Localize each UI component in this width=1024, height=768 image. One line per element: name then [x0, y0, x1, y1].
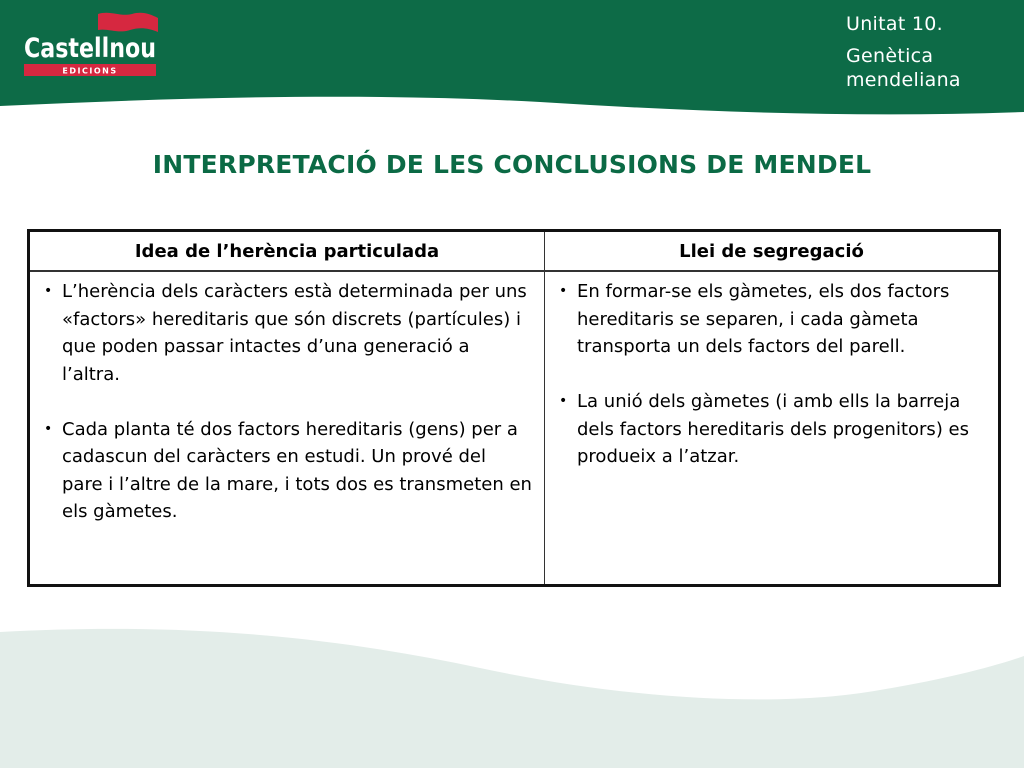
castellnou-logo [18, 10, 163, 80]
list-item [557, 278, 986, 361]
logo-brand-text: Castellnou [24, 33, 156, 64]
list-item-text: En formar-se els gàmetes, els dos factors hereditaris se separen, i cada gàmeta transporta un dels factors del parell. [577, 281, 950, 357]
column-header-segregation-law: Llei de segregació [545, 231, 1000, 272]
table-header-row [29, 231, 1000, 272]
column-header-particulate-inheritance: Idea de l’herència particulada [29, 231, 545, 272]
table-row [29, 271, 1000, 586]
list-item-text: L’herència dels caràcters està determinada per uns «factors» hereditaris que són discrets (partícules) i que poden passar intactes d’una generació a l’altra. [62, 281, 527, 385]
conclusions-table [27, 229, 1001, 587]
header-unit-info [846, 12, 1006, 92]
particulate-inheritance-cell [29, 271, 545, 586]
logo-subtitle-text: EDICIONS [62, 66, 118, 76]
page-title: INTERPRETACIÓ DE LES CONCLUSIONS DE MENDEL [152, 150, 872, 179]
topic-label: Genètica mendeliana [846, 45, 961, 91]
unit-label: Unitat 10. [846, 13, 944, 35]
bullet-icon: • [44, 420, 53, 437]
logo-graphic [18, 10, 163, 80]
bullet-list [42, 278, 532, 526]
list-item [42, 278, 532, 388]
bullet-list [557, 278, 986, 471]
bullet-icon: • [559, 283, 568, 299]
bullet-icon: • [44, 283, 53, 299]
list-item [557, 388, 986, 471]
list-item-text: La unió dels gàmetes (i amb ells la barreja dels factors hereditaris dels progenitors) es produeix a l’atzar. [577, 391, 970, 467]
list-item-text: Cada planta té dos factors hereditaris (gens) per a cadascun del caràcters en estudi. Un prové del pare i l’altre de la mare, i tots dos es transmeten en els gàmetes. [62, 418, 532, 522]
segregation-law-cell [545, 271, 1000, 586]
logo-flag-icon [98, 13, 158, 32]
list-item [42, 416, 532, 526]
bullet-icon: • [559, 393, 568, 409]
bottom-wave [0, 629, 1024, 768]
